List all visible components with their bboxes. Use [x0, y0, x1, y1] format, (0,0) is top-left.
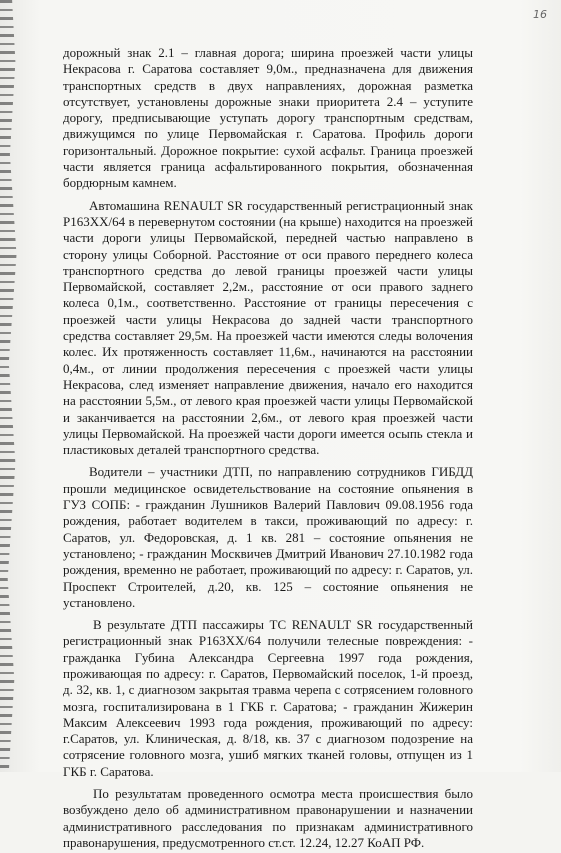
paragraph-drivers-examination: Водители – участники ДТП, по направлению сотрудников ГИБДД прошли медицинское освидетельствование на состояние опьянения в ГУЗ СОПБ: - гражданин Лушников Валерий Павлович 09.08.1956 года рождения, работает водителем в такси, проживающий по адресу: г. Саратов, ул. Федоровская, д. 1 кв. 281 – состояние опьянения не установлено; - гражданин Москвичев Дмитрий Иванович 27.10.1982 года рождения, временно не работает, проживающий по адресу: г. Саратов, ул. Проспект Строителей, д.20, кв. 125 – состояние опьянения не установлено. [63, 464, 473, 610]
document-body [63, 45, 473, 853]
paragraph-injuries: В результате ДТП пассажиры ТС RENAULT SR государственный регистрационный знак Р163ХХ/64 получили телесные повреждения: - гражданка Губина Александра Сергеевна 1997 года рождения, проживающая по адресу: г. Саратов, Первомайский поселок, 1-й проезд, д. 32, кв. 1, с диагнозом закрытая травма черепа с сотрясением головного мозга, госпитализирована в 1 ГКБ г. Саратова; - гражданин Жижерин Максим Алексеевич 1993 года рождения, проживающий по адресу: г.Саратов, ул. Клиническая, д. 8/18, кв. 37 с диагнозом подозрение на сотрясение головного мозга, ушиб мягких тканей головы, отпущен из 1 ГКБ г. Саратова. [63, 617, 473, 779]
paragraph-vehicle-position: Автомашина RENAULT SR государственный регистрационный знак Р163ХХ/64 в перевернутом состоянии (на крыше) находится на проезжей части дороги улицы Первомайской, передней частью направлено в сторону улицы Соборной. Расстояние от оси правого переднего колеса транспортного средства до левой границы проезжей части улицы Первомайской, составляет 2,2м., расстояние от оси правого заднего колеса 0,1м., соответственно. Расстояние от границы пересечения с проезжей части улицы Некрасова до задней части транспортного средства составляет 29,5м. На проезжей части имеются следы волочения колес. Их протяженность составляет 11,6м., начинаются на расстоянии 0,4м., от линии продолжения пересечения с проезжей части улицы Некрасова, след изменяет направление движения, начало его находится на расстоянии 5,5м., от левого края проезжей части улицы Первомайской и заканчивается на расстоянии 2,6м., от левого края проезжей части улицы Первомайской. На проезжей части дороги имеется осыпь стекла и пластиковых деталей транспортного средства. [63, 197, 473, 458]
scan-edge-marks [0, 0, 22, 772]
paragraph-case-opened: По результатам проведенного осмотра места происшествия было возбуждено дело об административном правонарушении и назначении административного расследования по признакам административного правонарушения, предусмотренного ст.ст. 12.24, 12.27 КоАП РФ. [63, 786, 473, 850]
paragraph-road-description: дорожный знак 2.1 – главная дорога; ширина проезжей части улицы Некрасова г. Саратова составляет 9,0м., предназначена для движения транспортных средств в двух направлениях, дорожная разметка отсутствует, установлены дорожные знаки приоритета 2.4 – уступите дорогу, предписывающие уступать дорогу транспортным средствам, движущимся по улице Первомайская г. Саратова. Профиль дороги горизонтальный. Дорожное покрытие: сухой асфальт. Граница проезжей части является граница асфальтированного покрытия, обозначенная бордюрным камнем. [63, 45, 473, 191]
page-number: 16 [533, 8, 547, 21]
